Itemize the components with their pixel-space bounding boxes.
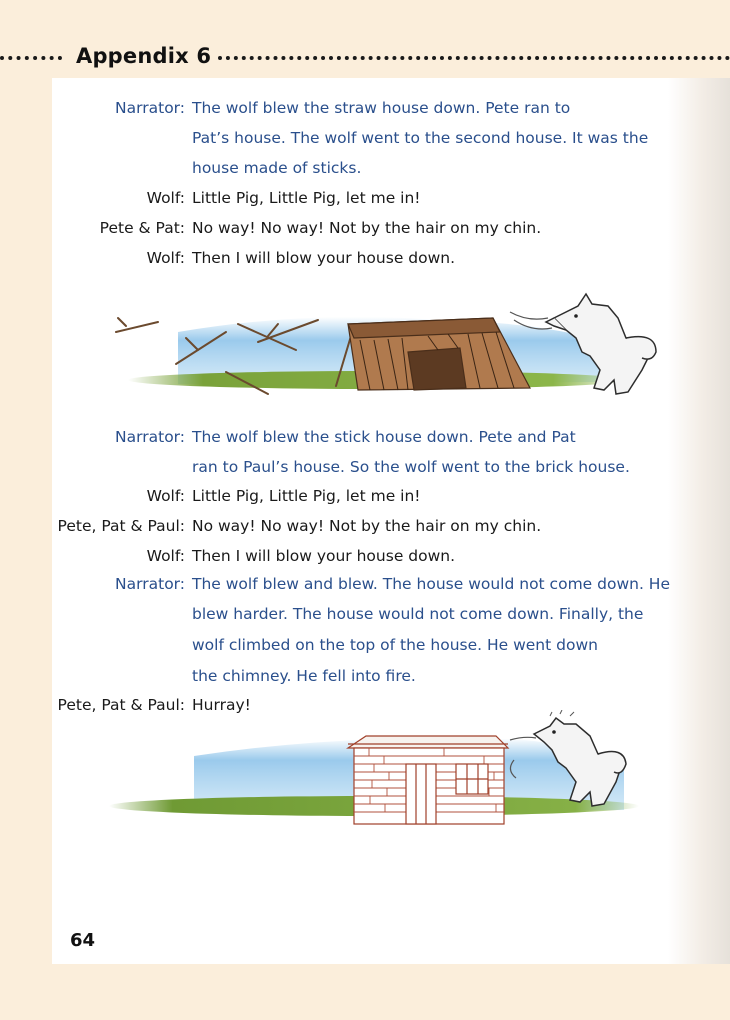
dialogue-line: No way! No way! Not by the hair on my chin.: [192, 517, 542, 535]
brick-house-illustration: [104, 710, 664, 836]
stick-house-illustration: [108, 292, 668, 404]
dialogue-line: blew harder. The house would not come down. Finally, the: [192, 605, 644, 623]
dialogue-line: The wolf blew and blew. The house would not come down. He: [192, 575, 670, 593]
speaker-label: Wolf:: [146, 487, 185, 505]
speaker-label: Wolf:: [146, 249, 185, 267]
dialogue-line: Little Pig, Little Pig, let me in!: [192, 487, 421, 505]
speaker-label: Wolf:: [146, 189, 185, 207]
dialogue-line: wolf climbed on the top of the house. He went down: [192, 636, 598, 654]
page-number: 64: [70, 930, 96, 951]
speaker-label: Narrator:: [115, 575, 185, 593]
dialogue-line: Then I will blow your house down.: [192, 547, 456, 565]
header-band: [0, 0, 730, 80]
speaker-label: Pete, Pat & Paul:: [57, 696, 185, 714]
dialogue-line: house made of sticks.: [192, 159, 362, 177]
header-dotted-rule-left: [0, 56, 62, 60]
page-edge-shadow: [668, 78, 730, 964]
dialogue-line: the chimney. He fell into fire.: [192, 667, 416, 685]
header-dotted-rule-right: [218, 56, 730, 60]
dialogue-line: Then I will blow your house down.: [192, 249, 456, 267]
dialogue-line: Little Pig, Little Pig, let me in!: [192, 189, 421, 207]
page-title: Appendix 6: [76, 44, 212, 68]
dialogue-line: No way! No way! Not by the hair on my chin.: [192, 219, 542, 237]
dialogue-line: Pat’s house. The wolf went to the second house. It was the: [192, 129, 649, 147]
dialogue-line: ran to Paul’s house. So the wolf went to the brick house.: [192, 458, 630, 476]
speaker-label: Narrator:: [115, 99, 185, 117]
speaker-label: Pete & Pat:: [99, 219, 185, 237]
dialogue-line: Hurray!: [192, 696, 251, 714]
speaker-label: Narrator:: [115, 428, 185, 446]
speaker-label: Wolf:: [146, 547, 185, 565]
dialogue-line: The wolf blew the straw house down. Pete ran to: [192, 99, 571, 117]
speaker-label: Pete, Pat & Paul:: [57, 517, 185, 535]
dialogue-line: The wolf blew the stick house down. Pete and Pat: [192, 428, 576, 446]
